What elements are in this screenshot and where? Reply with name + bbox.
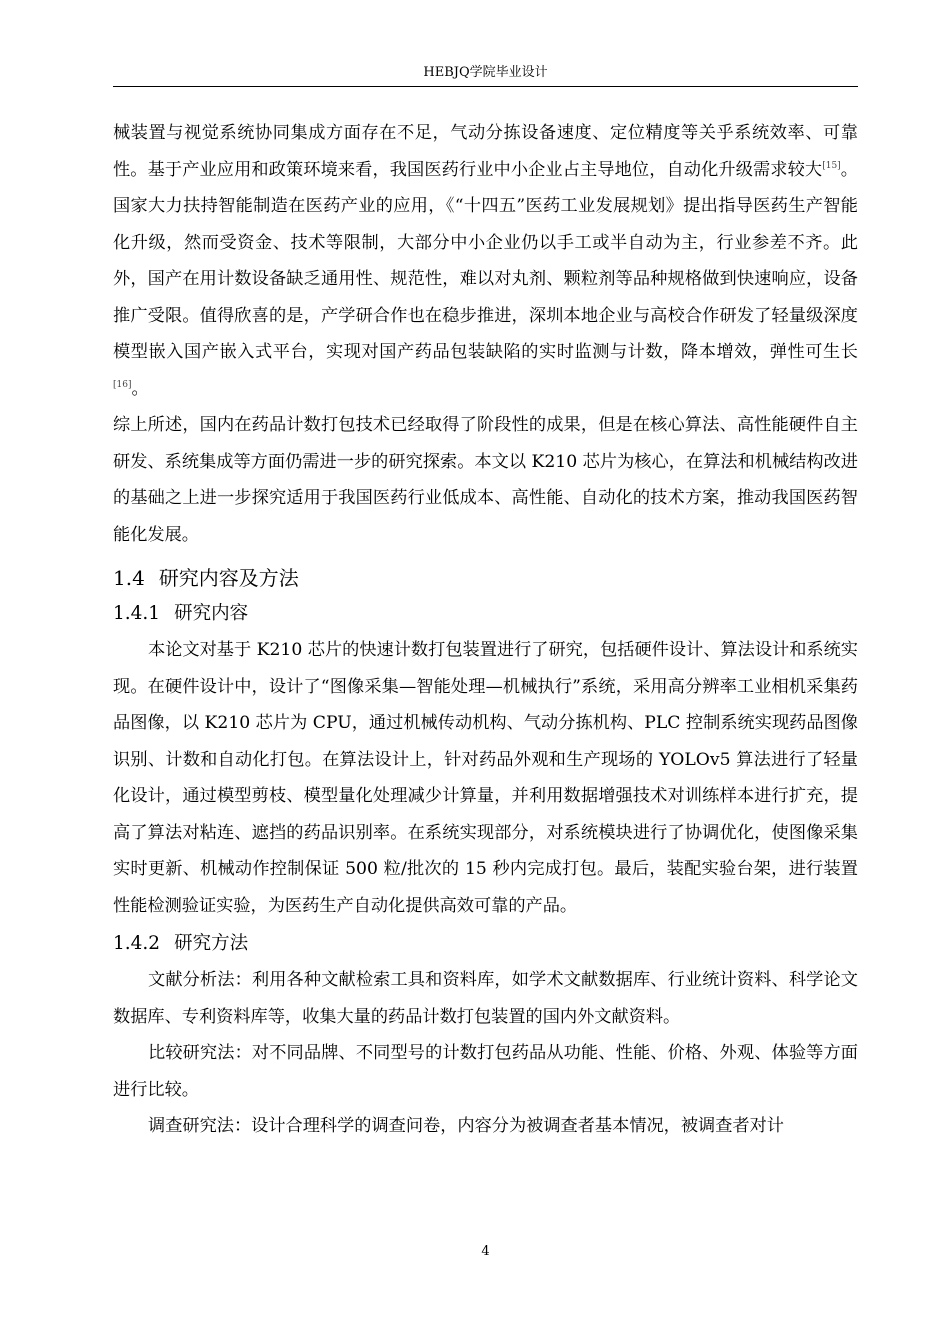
paragraph-text: 械装置与视觉系统协同集成方面存在不足，气动分拣设备速度、定位精度等关乎系统效率、可靠性。基于产业应用和政策环境来看，我国医药行业中小企业占主导地位，自动化升级需求较大 <box>113 123 858 180</box>
header-title: HEBJQ学院毕业设计 <box>423 65 548 80</box>
paragraph-research-content: 本论文对基于 K210 芯片的快速计数打包装置进行了研究，包括硬件设计、算法设计和系统实现。在硬件设计中，设计了“图像采集—智能处理—机械执行”系统，采用高分辨率工业相机采集药品图像，以 K210 芯片为 CPU，通过机械传动机构、气动分拣机构、PLC 控制系统实现药品图像识别、计数和自动化打包。在算法设计上，针对药品外观和生产现场的 YOLOv5 算法进行了轻量化设计，通过模型剪枝、模型量化处理减少计算量，并利用数据增强技术对训练样本进行扩充，提高了算法对粘连、遮挡的药品识别率。在系统实现部分，对系统模块进行了协调优化，使图像采集实时更新、机械动作控制保证 500 粒/批次的 15 秒内完成打包。最后，装配实验台架，进行装置性能检测验证实验，为医药生产自动化提供高效可靠的产品。 <box>113 640 858 916</box>
subsection-heading-methods <box>113 929 858 959</box>
paragraph-literature-method: 文献分析法：利用各种文献检索工具和资料库，如学术文献数据库、行业统计资料、科学论文数据库、专利资料库等，收集大量的药品计数打包装置的国内外文献资料。 <box>113 970 858 1027</box>
paragraph-survey-method: 调查研究法：设计合理科学的调查问卷，内容分为被调查者基本情况，被调查者对计 <box>148 1116 784 1136</box>
paragraph-continued <box>113 115 858 407</box>
paragraph-text: 。国家大力扶持智能制造在医药产业的应用，《“十四五”医药工业发展规划》提出指导医药生产智能化升级，然而受资金、技术等限制，大部分中小企业仍以手工或半自动为主，行业参差不齐。此外，国产在用计数设备缺乏通用性、规范性，难以对丸剂、颗粒剂等品种规格做到快速响应，设备推广受限。值得欣喜的是，产学研合作也在稳步推进，深圳本地企业与高校合作研发了轻量级深度模型嵌入国产嵌入式平台，实现对国产药品包装缺陷的实时监测与计数，降本增效，弹性可生长 <box>113 159 858 362</box>
citation-ref: [15] <box>822 160 841 171</box>
subsection-number: 1.4.1 <box>113 603 161 624</box>
citation-ref: [16] <box>113 379 132 390</box>
section-heading <box>113 562 858 594</box>
subsection-number: 1.4.2 <box>113 933 161 954</box>
section-title: 研究内容及方法 <box>158 566 299 590</box>
section-number: 1.4 <box>113 566 145 590</box>
paragraph-text: 。 <box>131 378 149 399</box>
page-number: 4 <box>481 1244 490 1259</box>
page-header <box>113 60 858 87</box>
subsection-title: 研究内容 <box>174 603 249 624</box>
paragraph-summary: 综上所述，国内在药品计数打包技术已经取得了阶段性的成果，但是在核心算法、高性能硬件自主研发、系统集成等方面仍需进一步的研究探索。本文以 K210 芯片为核心，在算法和机械结构改进的基础之上进一步探究适用于我国医药行业低成本、高性能、自动化的技术方案，推动我国医药智能化发展。 <box>113 415 858 545</box>
subsection-title: 研究方法 <box>174 933 249 954</box>
paragraph-comparison-method: 比较研究法：对不同品牌、不同型号的计数打包药品从功能、性能、价格、外观、体验等方面进行比较。 <box>113 1043 858 1100</box>
subsection-heading-content <box>113 599 858 629</box>
page-body <box>113 115 858 1145</box>
